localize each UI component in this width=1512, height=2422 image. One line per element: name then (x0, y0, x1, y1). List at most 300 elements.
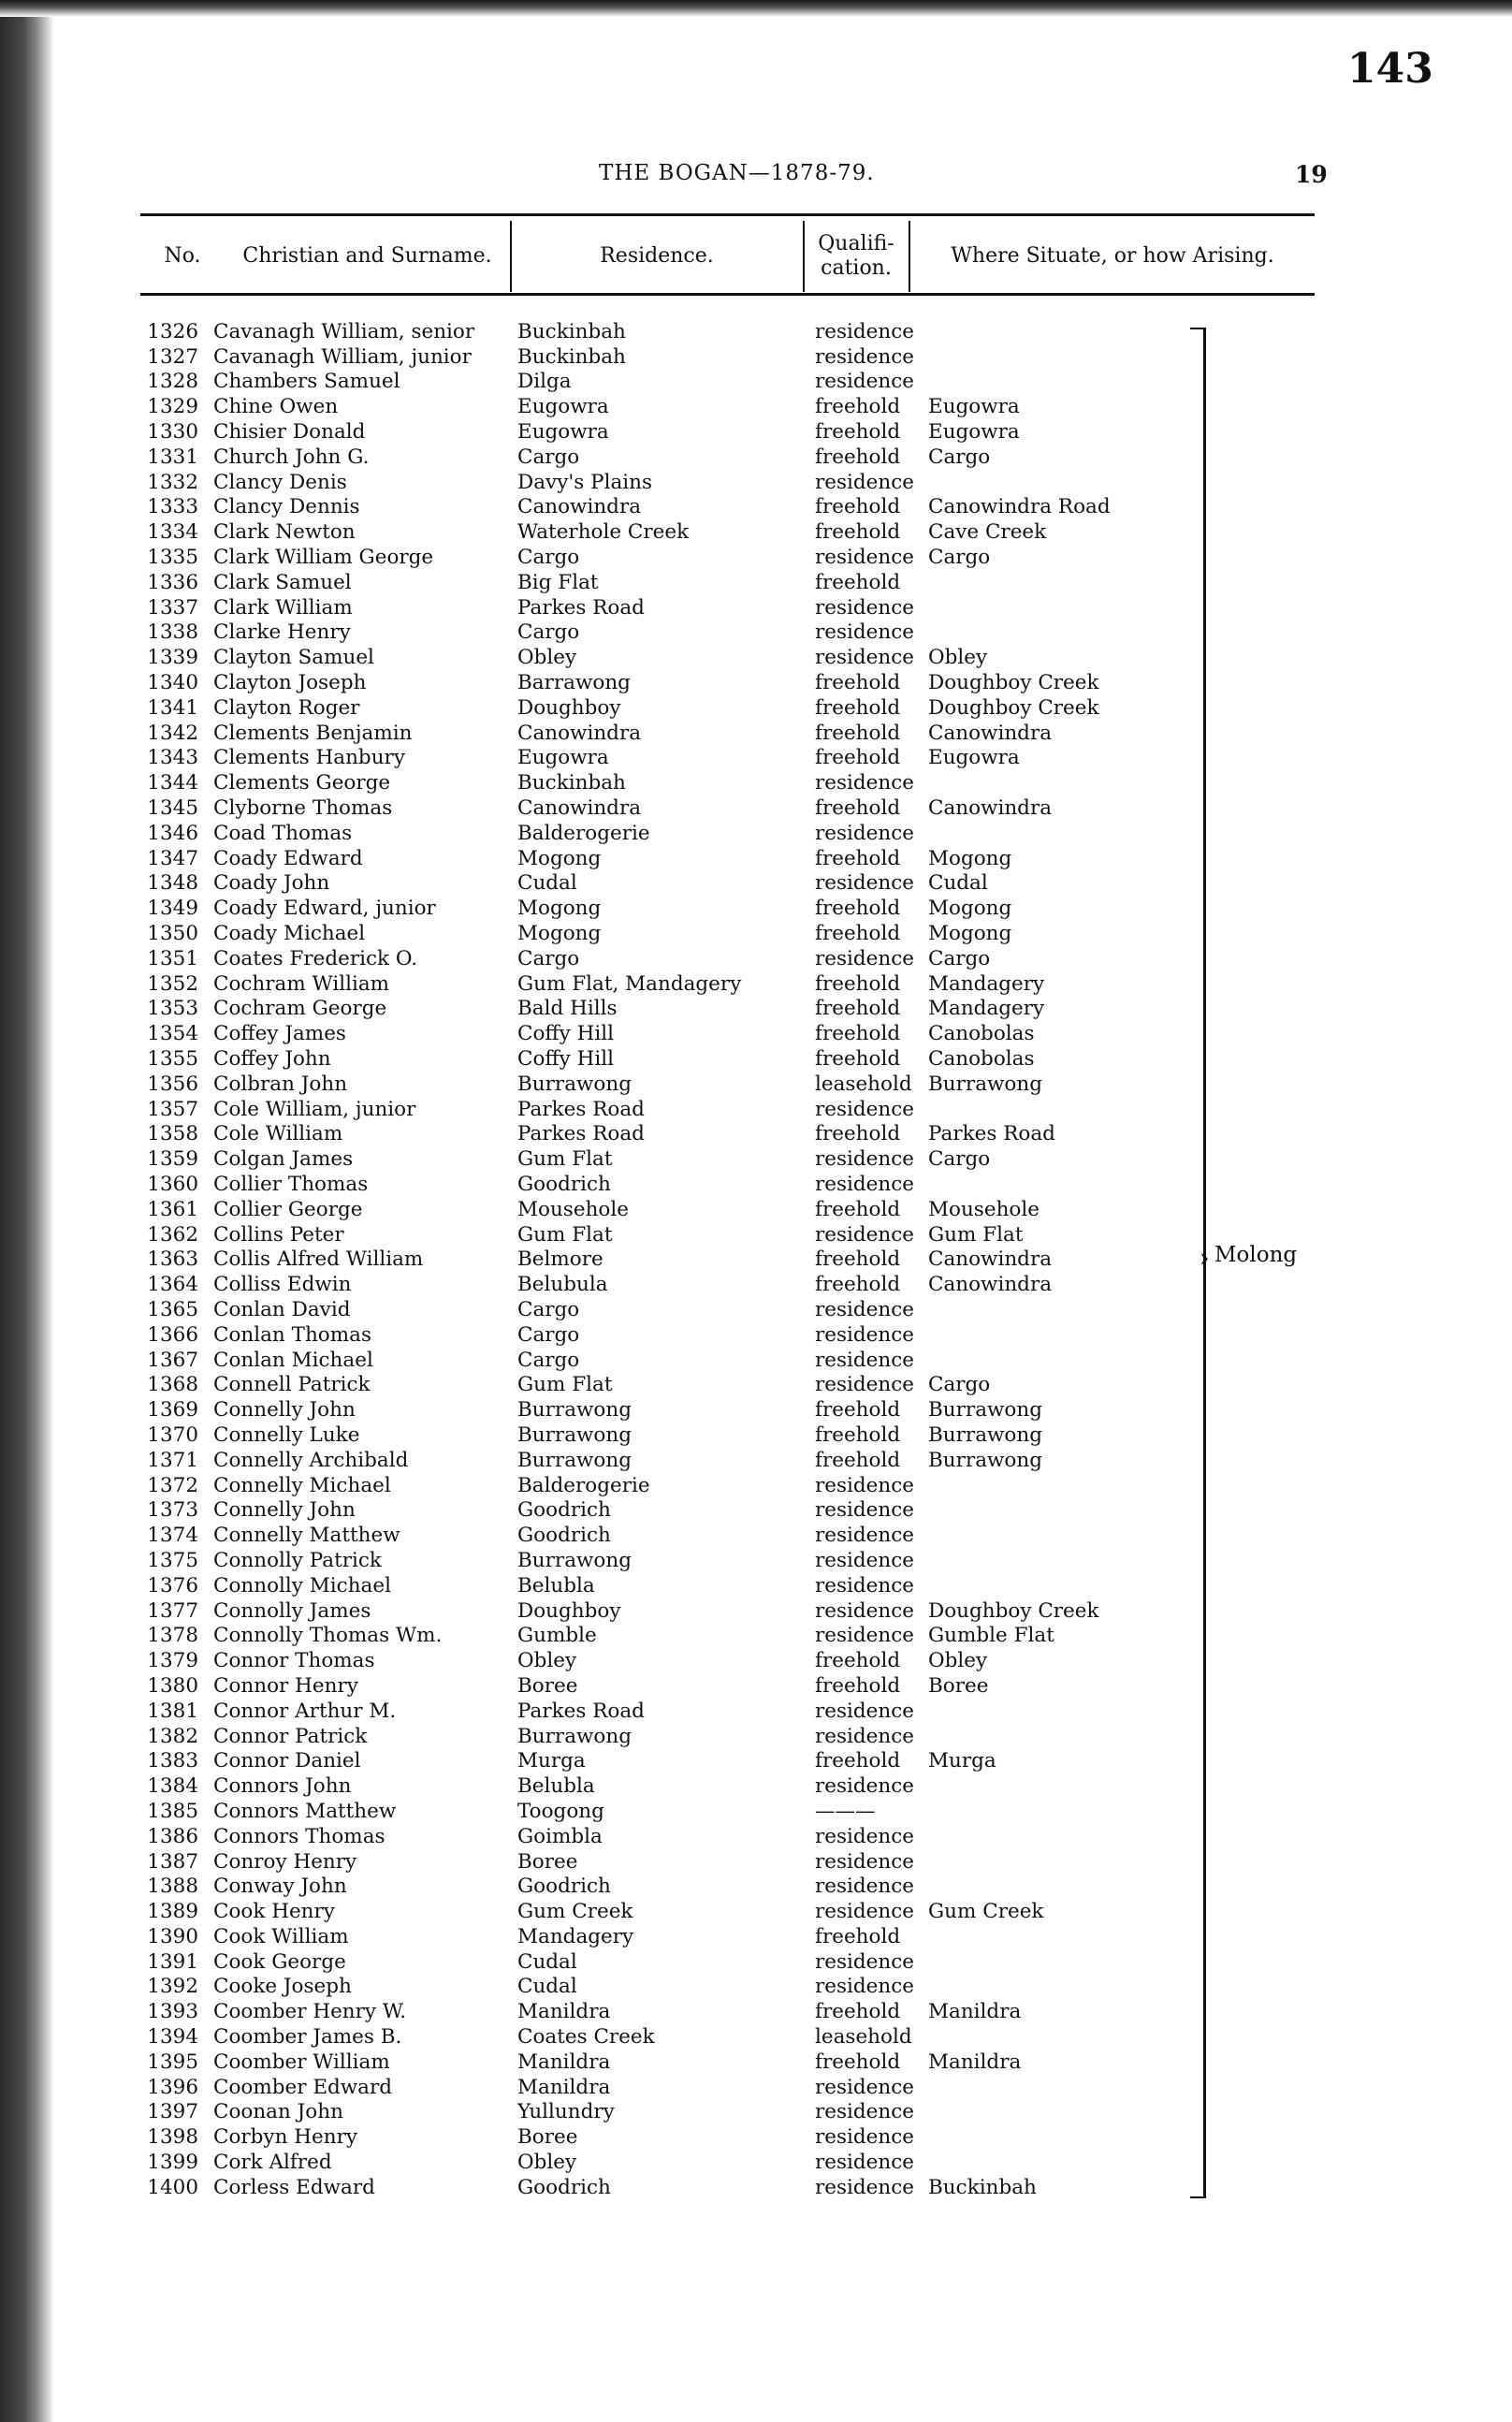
table-row (131, 1197, 1235, 1222)
qualification-cell: freehold (815, 1197, 901, 1221)
voter-name: Cole William (213, 1122, 343, 1146)
row-number: 1360 (147, 1172, 198, 1196)
row-number: 1326 (147, 319, 198, 343)
qualification-cell: residence (815, 1824, 915, 1848)
row-number: 1365 (147, 1297, 198, 1321)
row-number: 1395 (147, 2050, 198, 2074)
residence-cell: Cudal (517, 1975, 577, 1999)
residence-cell: Canowindra (517, 721, 642, 745)
voter-name: Collis Alfred William (213, 1247, 424, 1272)
qualification-cell: residence (815, 771, 915, 795)
table-row (131, 1497, 1235, 1523)
residence-cell: Coffy Hill (517, 1047, 615, 1071)
where-situate-cell: Burrawong (928, 1072, 1042, 1096)
col-header-qualification (805, 221, 908, 292)
qualification-cell: ——— (815, 1799, 876, 1823)
where-situate-cell: Doughboy Creek (928, 671, 1099, 695)
row-number: 1353 (147, 997, 198, 1021)
voter-name: Cook Henry (213, 1900, 335, 1924)
where-situate-cell: Gumble Flat (928, 1624, 1054, 1648)
residence-cell: Mogong (517, 922, 602, 946)
voter-name: Conlan Michael (213, 1348, 373, 1372)
qualification-cell: residence (815, 1473, 915, 1497)
qualification-cell: residence (815, 946, 915, 970)
row-number: 1373 (147, 1498, 198, 1523)
qualification-cell: residence (815, 470, 915, 494)
row-number: 1362 (147, 1222, 198, 1247)
voter-name: Conlan David (213, 1297, 351, 1321)
where-situate-cell: Cargo (928, 1147, 991, 1172)
row-number: 1389 (147, 1900, 198, 1924)
residence-cell: Gum Creek (517, 1900, 633, 1924)
qualification-cell: freehold (815, 1047, 901, 1071)
where-situate-cell: Doughboy Creek (928, 1598, 1099, 1623)
table-row (131, 1598, 1235, 1624)
residence-cell: Coffy Hill (517, 1022, 615, 1046)
qualification-cell: freehold (815, 1398, 901, 1423)
residence-cell: Buckinbah (517, 771, 626, 795)
row-number: 1375 (147, 1548, 198, 1572)
voter-name: Coady Michael (213, 922, 366, 946)
table-row (131, 394, 1235, 419)
table-row (131, 1523, 1235, 1548)
brace-point: › (1199, 1245, 1210, 1273)
voter-name: Clayton Samuel (213, 646, 374, 670)
qualification-cell: freehold (815, 897, 901, 921)
voter-name: Conway John (213, 1875, 347, 1899)
qualification-cell: residence (815, 344, 915, 369)
voter-name: Conlan Thomas (213, 1322, 371, 1347)
qualification-cell: residence (815, 821, 915, 845)
row-number: 1345 (147, 796, 198, 821)
voter-name: Connor Daniel (213, 1749, 361, 1773)
where-situate-cell: Canobolas (928, 1047, 1035, 1071)
table-row (131, 2050, 1235, 2075)
where-situate-cell: Murga (928, 1749, 996, 1773)
qualification-cell: residence (815, 595, 915, 620)
residence-cell: Dilga (517, 370, 572, 394)
voter-name: Coates Frederick O. (213, 946, 418, 970)
qualification-cell: leasehold (815, 2025, 912, 2050)
row-number: 1384 (147, 1774, 198, 1799)
residence-cell: Goodrich (517, 1875, 611, 1899)
residence-cell: Burrawong (517, 1724, 632, 1748)
row-number: 1386 (147, 1824, 198, 1848)
qualification-cell: freehold (815, 695, 901, 720)
qualification-cell: freehold (815, 1122, 901, 1146)
voter-name: Chisier Donald (213, 420, 366, 445)
voter-name: Clark Newton (213, 520, 356, 545)
voter-name: Clark William George (213, 546, 434, 570)
voter-name: Cook William (213, 1924, 349, 1948)
where-situate-cell: Canowindra (928, 1247, 1053, 1272)
header-bottom-rule (140, 293, 1315, 296)
row-number: 1377 (147, 1598, 198, 1623)
row-number: 1340 (147, 671, 198, 695)
row-number: 1378 (147, 1624, 198, 1648)
table-row (131, 1297, 1235, 1322)
qualification-cell: residence (815, 319, 915, 343)
residence-cell: Big Flat (517, 570, 599, 594)
voter-name: Church John G. (213, 445, 370, 469)
row-number: 1328 (147, 370, 198, 394)
residence-cell: Parkes Road (517, 1699, 645, 1723)
voter-name: Cook George (213, 1949, 346, 1974)
residence-cell: Goodrich (517, 1498, 611, 1523)
residence-cell: Goodrich (517, 2175, 611, 2199)
voter-name: Coffey John (213, 1047, 331, 1071)
row-number: 1350 (147, 922, 198, 946)
row-number: 1348 (147, 871, 198, 896)
voter-name: Cooke Joseph (213, 1975, 352, 1999)
table-row (131, 370, 1235, 395)
qualification-cell: freehold (815, 570, 901, 594)
qualification-cell: residence (815, 1548, 915, 1572)
page-binding-shadow (0, 0, 54, 2422)
table-row (131, 896, 1235, 921)
residence-cell: Obley (517, 646, 577, 670)
qualification-cell: residence (815, 1849, 915, 1874)
residence-cell: Cudal (517, 871, 577, 896)
where-situate-cell: Mandagery (928, 971, 1045, 996)
row-number: 1336 (147, 570, 198, 594)
voter-name: Connor Thomas (213, 1649, 375, 1673)
residence-cell: Waterhole Creek (517, 520, 690, 545)
row-number: 1339 (147, 646, 198, 670)
row-number: 1388 (147, 1875, 198, 1899)
voter-name: Connor Patrick (213, 1724, 368, 1748)
qualification-cell: freehold (815, 395, 901, 419)
qualification-cell: residence (815, 620, 915, 645)
qualification-cell: freehold (815, 1273, 901, 1297)
qualification-cell: residence (815, 1373, 915, 1397)
table-row (131, 1849, 1235, 1875)
voter-name: Clements Benjamin (213, 721, 413, 745)
where-situate-cell: Burrawong (928, 1398, 1042, 1423)
where-situate-cell: Eugowra (928, 395, 1020, 419)
qualification-cell: residence (815, 1097, 915, 1121)
residence-cell: Cudal (517, 1949, 577, 1974)
residence-cell: Cargo (517, 620, 580, 645)
qualification-cell: freehold (815, 2050, 901, 2074)
voter-name: Coomber William (213, 2050, 390, 2074)
voter-name: Clements George (213, 771, 391, 795)
voter-name: Coady Edward, junior (213, 897, 436, 921)
voter-name: Chine Owen (213, 395, 339, 419)
where-situate-cell: Gum Flat (928, 1222, 1024, 1247)
residence-cell: Mandagery (517, 1924, 634, 1948)
where-situate-cell: Parkes Road (928, 1122, 1055, 1146)
residence-cell: Doughboy (517, 695, 621, 720)
voter-name: Cochram William (213, 971, 390, 996)
table-row (131, 846, 1235, 871)
table-row (131, 2124, 1235, 2150)
page-top-edge (0, 0, 1512, 17)
voter-name: Clark William (213, 595, 353, 620)
residence-cell: Burrawong (517, 1423, 632, 1447)
residence-cell: Cargo (517, 1322, 580, 1347)
residence-cell: Gum Flat, Mandagery (517, 971, 742, 996)
qualification-cell: residence (815, 1297, 915, 1321)
voter-name: Connolly James (213, 1598, 371, 1623)
table-row (131, 2100, 1235, 2125)
table-row (131, 645, 1235, 670)
table-row (131, 1773, 1235, 1799)
table-row (131, 1799, 1235, 1824)
table-row (131, 821, 1235, 846)
table-row (131, 1573, 1235, 1598)
residence-cell: Canowindra (517, 495, 642, 519)
table-row (131, 795, 1235, 821)
voter-name: Cavanagh William, senior (213, 319, 475, 343)
row-number: 1367 (147, 1348, 198, 1372)
table-row (131, 1699, 1235, 1724)
table-row (131, 1673, 1235, 1699)
row-number: 1366 (147, 1322, 198, 1347)
qualification-cell: freehold (815, 1924, 901, 1948)
voter-name: Connelly Matthew (213, 1524, 400, 1548)
voter-name: Cork Alfred (213, 2151, 332, 2175)
residence-cell: Goodrich (517, 1524, 611, 1548)
row-number: 1351 (147, 946, 198, 970)
electoral-roll-table (131, 319, 1235, 2200)
header-top-rule (140, 213, 1315, 216)
voter-name: Connolly Michael (213, 1573, 391, 1598)
qualification-cell: residence (815, 1172, 915, 1196)
residence-cell: Coates Creek (517, 2025, 655, 2050)
residence-cell: Cargo (517, 445, 580, 469)
table-row (131, 721, 1235, 746)
table-row (131, 1623, 1235, 1648)
residence-cell: Davy's Plains (517, 470, 653, 494)
row-number: 1387 (147, 1849, 198, 1874)
row-number: 1391 (147, 1949, 198, 1974)
residence-cell: Gumble (517, 1624, 597, 1648)
qualification-cell: residence (815, 1598, 915, 1623)
row-number: 1372 (147, 1473, 198, 1497)
qualification-cell: residence (815, 1524, 915, 1548)
qualification-cell: freehold (815, 420, 901, 445)
row-number: 1364 (147, 1273, 198, 1297)
table-row (131, 570, 1235, 595)
residence-cell: Burrawong (517, 1548, 632, 1572)
qualification-cell: freehold (815, 746, 901, 770)
row-number: 1399 (147, 2151, 198, 2175)
table-row (131, 545, 1235, 570)
qualification-cell: freehold (815, 1673, 901, 1698)
table-row (131, 971, 1235, 997)
table-row (131, 1949, 1235, 1975)
residence-cell: Parkes Road (517, 1097, 645, 1121)
qualification-cell: residence (815, 2100, 915, 2124)
table-row (131, 1046, 1235, 1072)
residence-cell: Mogong (517, 897, 602, 921)
residence-cell: Goodrich (517, 1172, 611, 1196)
col-header-qualification-line2: cation. (821, 256, 892, 280)
table-row (131, 419, 1235, 445)
voter-name: Coomber Henry W. (213, 2000, 407, 2024)
where-situate-cell: Obley (928, 646, 988, 670)
residence-cell: Toogong (517, 1799, 604, 1823)
voter-name: Connor Arthur M. (213, 1699, 397, 1723)
table-row (131, 1247, 1235, 1272)
residence-cell: Canowindra (517, 796, 642, 821)
residence-cell: Parkes Road (517, 595, 645, 620)
qualification-cell: residence (815, 370, 915, 394)
table-row (131, 1548, 1235, 1573)
residence-cell: Cargo (517, 546, 580, 570)
where-situate-cell: Cargo (928, 1373, 991, 1397)
row-number: 1380 (147, 1673, 198, 1698)
voter-name: Connors John (213, 1774, 352, 1799)
voter-name: Coad Thomas (213, 821, 353, 845)
row-number: 1347 (147, 846, 198, 870)
residence-cell: Gum Flat (517, 1147, 613, 1172)
qualification-cell: freehold (815, 1749, 901, 1773)
qualification-cell: freehold (815, 1022, 901, 1046)
voter-name: Collins Peter (213, 1222, 344, 1247)
voter-name: Clark Samuel (213, 570, 352, 594)
qualification-cell: residence (815, 1573, 915, 1598)
table-row (131, 2150, 1235, 2175)
residence-cell: Eugowra (517, 420, 609, 445)
voter-name: Coomber Edward (213, 2075, 393, 2099)
voter-name: Cavanagh William, junior (213, 344, 472, 369)
qualification-cell: residence (815, 2151, 915, 2175)
residence-cell: Gum Flat (517, 1222, 613, 1247)
row-number: 1337 (147, 595, 198, 620)
table-row (131, 470, 1235, 495)
residence-cell: Goimbla (517, 1824, 603, 1848)
residence-cell: Bald Hills (517, 997, 618, 1021)
table-row (131, 1975, 1235, 2000)
table-row (131, 2024, 1235, 2050)
voter-name: Connor Henry (213, 1673, 358, 1698)
signature-mark: 19 (1295, 161, 1328, 188)
qualification-cell: residence (815, 1147, 915, 1172)
where-situate-cell: Manildra (928, 2050, 1022, 2074)
row-number: 1392 (147, 1975, 198, 1999)
where-situate-cell: Doughboy Creek (928, 695, 1099, 720)
residence-cell: Balderogerie (517, 821, 650, 845)
residence-cell: Belubula (517, 1273, 608, 1297)
qualification-cell: freehold (815, 997, 901, 1021)
table-row (131, 695, 1235, 721)
table-row (131, 620, 1235, 646)
table-row (131, 1899, 1235, 1924)
row-number: 1370 (147, 1423, 198, 1447)
residence-cell: Barrawong (517, 671, 631, 695)
residence-cell: Burrawong (517, 1072, 632, 1096)
qualification-cell: residence (815, 1348, 915, 1372)
row-number: 1331 (147, 445, 198, 469)
where-situate-cell: Obley (928, 1649, 988, 1673)
row-number: 1376 (147, 1573, 198, 1598)
table-row (131, 670, 1235, 695)
table-row (131, 1397, 1235, 1423)
qualification-cell: residence (815, 1774, 915, 1799)
qualification-cell: freehold (815, 922, 901, 946)
row-number: 1352 (147, 971, 198, 996)
voter-name: Colbran John (213, 1072, 348, 1096)
voter-name: Connelly Archibald (213, 1448, 409, 1472)
voter-name: Connelly Michael (213, 1473, 391, 1497)
qualification-cell: residence (815, 646, 915, 670)
where-situate-cell: Cargo (928, 546, 991, 570)
row-number: 1368 (147, 1373, 198, 1397)
qualification-cell: residence (815, 1699, 915, 1723)
running-head: THE BOGAN—1878-79. (599, 161, 875, 185)
table-row (131, 1473, 1235, 1498)
residence-cell: Buckinbah (517, 319, 626, 343)
row-number: 1333 (147, 495, 198, 519)
where-situate-cell: Manildra (928, 2000, 1022, 2024)
table-row (131, 746, 1235, 771)
district-label: Molong (1214, 1243, 1298, 1267)
qualification-cell: freehold (815, 445, 901, 469)
row-number: 1394 (147, 2025, 198, 2050)
col-header-qualification-line1: Qualifi- (818, 232, 894, 255)
qualification-cell: freehold (815, 520, 901, 545)
qualification-cell: residence (815, 546, 915, 570)
voter-name: Coady Edward (213, 846, 363, 870)
voter-name: Clarke Henry (213, 620, 351, 645)
voter-name: Corbyn Henry (213, 2125, 358, 2150)
col-header-name: Christian and Surname. (242, 244, 492, 268)
voter-name: Corless Edward (213, 2175, 375, 2199)
table-row (131, 1648, 1235, 1673)
residence-cell: Doughboy (517, 1598, 621, 1623)
row-number: 1385 (147, 1799, 198, 1823)
table-row (131, 1874, 1235, 1899)
where-situate-cell: Cargo (928, 946, 991, 970)
voter-name: Connors Thomas (213, 1824, 385, 1848)
voter-name: Connolly Patrick (213, 1548, 382, 1572)
row-number: 1374 (147, 1524, 198, 1548)
voter-name: Connell Patrick (213, 1373, 371, 1397)
residence-cell: Mousehole (517, 1197, 629, 1221)
residence-cell: Gum Flat (517, 1373, 613, 1397)
qualification-cell: freehold (815, 721, 901, 745)
voter-name: Connelly John (213, 1398, 356, 1423)
qualification-cell: freehold (815, 1448, 901, 1472)
residence-cell: Obley (517, 2151, 577, 2175)
residence-cell: Eugowra (517, 395, 609, 419)
residence-cell: Cargo (517, 1297, 580, 1321)
row-number: 1371 (147, 1448, 198, 1472)
residence-cell: Boree (517, 1849, 578, 1874)
row-number: 1335 (147, 546, 198, 570)
residence-cell: Yullundry (517, 2100, 615, 2124)
table-row (131, 1322, 1235, 1348)
table-row (131, 344, 1235, 370)
residence-cell: Boree (517, 2125, 578, 2150)
qualification-cell: residence (815, 2075, 915, 2099)
col-header-no: No. (164, 244, 201, 268)
voter-name: Clancy Dennis (213, 495, 360, 519)
qualification-cell: freehold (815, 1649, 901, 1673)
table-row (131, 1097, 1235, 1122)
table-row (131, 1222, 1235, 1247)
residence-cell: Manildra (517, 2000, 611, 2024)
row-number: 1338 (147, 620, 198, 645)
voter-name: Collier George (213, 1197, 363, 1221)
row-number: 1396 (147, 2075, 198, 2099)
table-row (131, 1423, 1235, 1448)
residence-cell: Belubla (517, 1573, 595, 1598)
voter-name: Coady John (213, 871, 330, 896)
table-row (131, 1348, 1235, 1373)
